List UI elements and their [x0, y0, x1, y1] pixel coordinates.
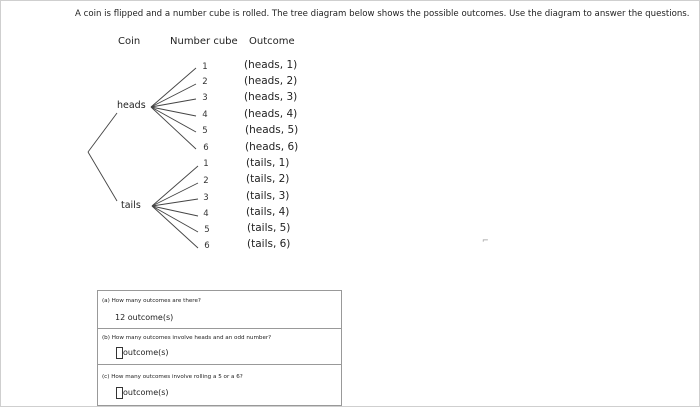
questions-panel: [97, 290, 342, 406]
cube-number: 6: [203, 143, 209, 153]
outcome-item: (heads, 3): [244, 91, 298, 103]
cube-number: 3: [202, 93, 208, 103]
cube-number: 5: [202, 126, 208, 136]
header-number-cube: Number cube: [170, 36, 238, 47]
question-c-answer-suffix: outcome(s): [123, 388, 169, 397]
tree-branch: [152, 206, 198, 232]
node-tails: tails: [121, 200, 141, 211]
outcome-item: (heads, 1): [244, 59, 298, 71]
outcome-item: (tails, 1): [246, 157, 290, 169]
cube-number: 1: [203, 159, 209, 169]
outcome-item: (heads, 5): [245, 124, 299, 136]
question-a: [98, 291, 341, 328]
cube-number: 5: [204, 225, 210, 235]
question-c-answer-input[interactable]: [116, 387, 123, 399]
outcome-item: (tails, 4): [246, 206, 290, 218]
tree-branch: [151, 99, 196, 107]
mouse-cursor-icon: ⌐: [482, 236, 489, 245]
question-b-prompt: (b) How many outcomes involve heads and an odd number?: [102, 335, 272, 341]
cube-number: 4: [203, 209, 209, 219]
tree-branch: [88, 152, 117, 201]
tree-branch: [152, 206, 198, 248]
question-a-prompt: (a) How many outcomes are there?: [102, 298, 201, 304]
cube-number: 1: [202, 62, 208, 72]
tree-branch: [151, 107, 196, 116]
cube-number: 6: [204, 241, 210, 251]
question-b: [98, 328, 341, 365]
outcome-item: (tails, 5): [247, 222, 291, 234]
question-a-answer: 12 outcome(s): [115, 313, 174, 322]
intro-text: A coin is flipped and a number cube is rolled. The tree diagram below shows the possible outcomes. Use the diagram to answer the questions.: [75, 9, 690, 19]
header-outcome: Outcome: [249, 36, 295, 47]
outcome-item: (tails, 3): [246, 190, 290, 202]
question-c-prompt: (c) How many outcomes involve rolling a 5 or a 6?: [102, 374, 243, 380]
cube-number: 2: [202, 77, 208, 87]
question-b-answer-input[interactable]: [116, 347, 123, 359]
outcome-item: (tails, 6): [247, 238, 291, 250]
cube-number: 2: [203, 176, 209, 186]
tree-branch: [88, 113, 117, 152]
outcome-item: (tails, 2): [246, 173, 290, 185]
question-b-answer-suffix: outcome(s): [123, 348, 169, 357]
outcome-item: (heads, 6): [245, 141, 299, 153]
node-heads: heads: [117, 100, 146, 111]
outcome-item: (heads, 2): [244, 75, 298, 87]
tree-branch: [152, 206, 198, 216]
header-coin: Coin: [118, 36, 141, 47]
outcome-item: (heads, 4): [244, 108, 298, 120]
cube-number: 4: [202, 110, 208, 120]
question-c: [98, 364, 341, 406]
cube-number: 3: [203, 193, 209, 203]
